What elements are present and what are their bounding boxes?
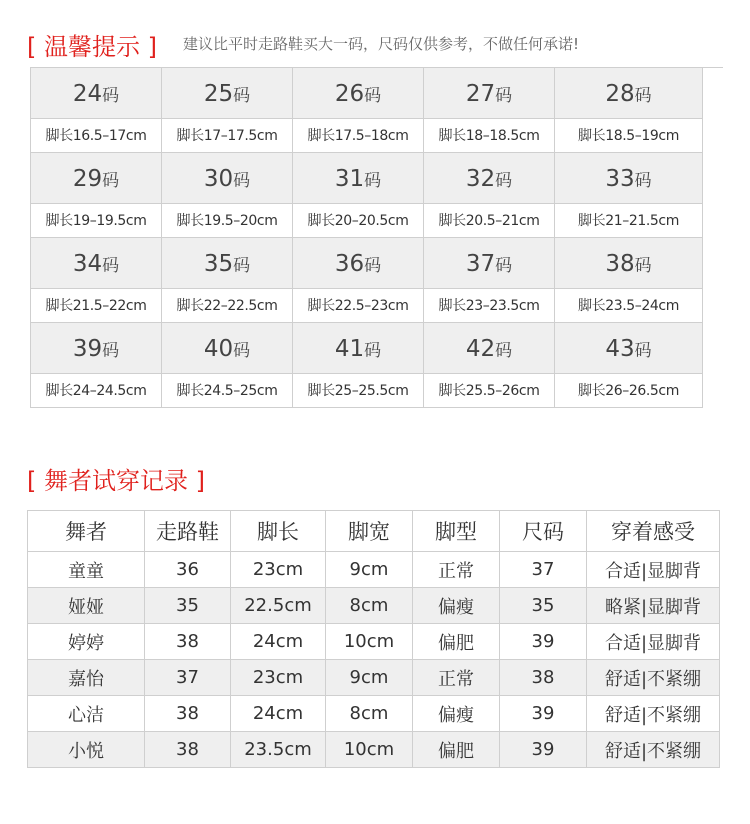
table-row (28, 624, 720, 660)
size-cell (555, 153, 703, 204)
table-cell: 8cm (326, 588, 413, 624)
size-cell (31, 238, 162, 289)
size-unit: 码 (495, 341, 513, 361)
size-row (31, 153, 723, 204)
table-cell: 24cm (231, 696, 326, 732)
foot-length-row (31, 204, 723, 238)
table-row (28, 552, 720, 588)
foot-length-value: 24.5–25cm (203, 383, 278, 399)
size-number: 38 (605, 251, 635, 277)
table-cell: 35 (500, 588, 587, 624)
foot-length-prefix: 脚长 (176, 298, 204, 314)
table-cell: 8cm (326, 696, 413, 732)
size-row (31, 68, 723, 119)
table-row (28, 696, 720, 732)
foot-length-prefix: 脚长 (176, 383, 204, 399)
foot-length-cell (31, 289, 162, 323)
size-unit: 码 (364, 341, 382, 361)
size-unit: 码 (364, 256, 382, 276)
foot-length-cell (162, 119, 293, 153)
table-cell: 37 (500, 552, 587, 588)
size-number: 31 (334, 166, 365, 192)
size-cell (424, 68, 555, 119)
foot-length-prefix: 脚长 (438, 128, 466, 144)
foot-length-prefix: 脚长 (176, 213, 204, 229)
size-number: 36 (334, 251, 365, 277)
foot-length-value: 16.5–17cm (72, 128, 147, 144)
size-unit: 码 (495, 86, 513, 106)
foot-length-cell (555, 204, 703, 238)
table-cell: 22.5cm (231, 588, 326, 624)
heading-bracket-close: ] (147, 33, 158, 61)
foot-length-cell (293, 289, 424, 323)
size-number: 33 (605, 166, 635, 192)
tip-heading (27, 27, 157, 62)
size-unit: 码 (634, 171, 652, 191)
heading-bracket-open: [ (27, 467, 37, 495)
size-number: 30 (203, 166, 234, 192)
table-header-row (28, 511, 720, 552)
size-number: 40 (203, 336, 234, 362)
table-cell: 23.5cm (231, 732, 326, 768)
size-number: 27 (465, 81, 496, 107)
size-unit: 码 (233, 86, 251, 106)
foot-length-value: 18.5–19cm (605, 128, 679, 144)
foot-length-prefix: 脚长 (307, 213, 335, 229)
foot-length-value: 18–18.5cm (465, 128, 540, 144)
size-cell (555, 68, 703, 119)
table-cell: 心洁 (28, 696, 145, 732)
foot-length-value: 17–17.5cm (203, 128, 278, 144)
foot-length-cell (555, 289, 703, 323)
size-cell (424, 323, 555, 374)
foot-length-row (31, 119, 723, 153)
size-number: 35 (203, 251, 234, 277)
size-cell (555, 238, 703, 289)
size-unit: 码 (233, 256, 251, 276)
size-cell (31, 153, 162, 204)
table-cell: 35 (145, 588, 231, 624)
table-cell: 38 (145, 732, 231, 768)
foot-length-cell (424, 289, 555, 323)
size-cell (424, 153, 555, 204)
foot-length-cell (162, 289, 293, 323)
size-unit: 码 (634, 86, 652, 106)
foot-length-value: 24–24.5cm (72, 383, 147, 399)
foot-length-value: 17.5–18cm (334, 128, 409, 144)
table-row (28, 660, 720, 696)
foot-length-cell (293, 374, 424, 408)
foot-length-value: 21–21.5cm (605, 213, 679, 229)
table-cell: 偏肥 (413, 624, 500, 660)
size-number: 32 (465, 166, 496, 192)
table-row (28, 732, 720, 768)
size-unit: 码 (634, 341, 652, 361)
heading-bracket-close: ] (195, 467, 206, 495)
table-cell: 23cm (231, 660, 326, 696)
foot-length-row (31, 374, 723, 408)
table-cell: 9cm (326, 660, 413, 696)
foot-length-prefix: 脚长 (307, 298, 335, 314)
size-unit: 码 (364, 171, 382, 191)
size-number: 41 (334, 336, 365, 362)
foot-length-value: 22–22.5cm (203, 298, 278, 314)
foot-length-value: 23.5–24cm (605, 298, 679, 314)
column-header: 走路鞋 (145, 511, 231, 552)
table-cell: 38 (500, 660, 587, 696)
foot-length-prefix: 脚长 (45, 298, 73, 314)
foot-length-value: 26–26.5cm (605, 383, 679, 399)
column-header: 脚长 (231, 511, 326, 552)
column-header: 尺码 (500, 511, 587, 552)
tip-heading-text: 温馨提示 (44, 33, 141, 61)
table-cell: 9cm (326, 552, 413, 588)
foot-length-prefix: 脚长 (307, 128, 335, 144)
table-cell: 10cm (326, 624, 413, 660)
foot-length-value: 22.5–23cm (334, 298, 409, 314)
table-cell: 舒适|不紧绷 (587, 696, 720, 732)
table-cell: 合适|显脚背 (587, 624, 720, 660)
column-header: 脚宽 (326, 511, 413, 552)
table-cell: 舒适|不紧绷 (587, 660, 720, 696)
size-cell (424, 238, 555, 289)
size-cell (293, 153, 424, 204)
size-unit: 码 (233, 171, 251, 191)
column-header: 脚型 (413, 511, 500, 552)
table-cell: 嘉怡 (28, 660, 145, 696)
size-row (31, 238, 723, 289)
size-number: 29 (72, 166, 103, 192)
size-number: 39 (72, 336, 103, 362)
size-unit: 码 (102, 86, 120, 106)
foot-length-cell (31, 204, 162, 238)
table-cell: 合适|显脚背 (587, 552, 720, 588)
size-cell (162, 153, 293, 204)
size-cell (293, 68, 424, 119)
table-cell: 正常 (413, 552, 500, 588)
foot-length-value: 20–20.5cm (334, 213, 409, 229)
table-cell: 舒适|不紧绷 (587, 732, 720, 768)
table-row (28, 588, 720, 624)
foot-length-cell (162, 374, 293, 408)
size-unit: 码 (634, 256, 652, 276)
size-unit: 码 (364, 86, 382, 106)
foot-length-prefix: 脚长 (438, 213, 466, 229)
foot-length-cell (555, 374, 703, 408)
size-cell (293, 323, 424, 374)
foot-length-cell (293, 119, 424, 153)
foot-length-value: 19–19.5cm (72, 213, 147, 229)
size-number: 43 (605, 336, 635, 362)
foot-length-cell (424, 374, 555, 408)
foot-length-value: 25.5–26cm (465, 383, 540, 399)
foot-length-row (31, 289, 723, 323)
size-number: 24 (72, 81, 103, 107)
table-cell: 小悦 (28, 732, 145, 768)
foot-length-cell (162, 204, 293, 238)
size-cell (31, 68, 162, 119)
size-number: 26 (334, 81, 365, 107)
table-cell: 39 (500, 624, 587, 660)
table-cell: 偏瘦 (413, 696, 500, 732)
foot-length-prefix: 脚长 (45, 128, 73, 144)
foot-length-prefix: 脚长 (578, 128, 606, 144)
size-number: 37 (465, 251, 496, 277)
table-cell: 37 (145, 660, 231, 696)
table-cell: 偏瘦 (413, 588, 500, 624)
column-header: 穿着感受 (587, 511, 720, 552)
foot-length-cell (31, 119, 162, 153)
table-cell: 23cm (231, 552, 326, 588)
size-unit: 码 (495, 171, 513, 191)
table-cell: 正常 (413, 660, 500, 696)
table-cell: 童童 (28, 552, 145, 588)
size-cell (555, 323, 703, 374)
size-unit: 码 (102, 256, 120, 276)
size-cell (162, 68, 293, 119)
size-unit: 码 (233, 341, 251, 361)
table-cell: 38 (145, 696, 231, 732)
size-unit: 码 (102, 341, 120, 361)
table-cell: 娅娅 (28, 588, 145, 624)
foot-length-cell (555, 119, 703, 153)
foot-length-prefix: 脚长 (176, 128, 204, 144)
foot-length-value: 25–25.5cm (334, 383, 409, 399)
foot-length-value: 19.5–20cm (203, 213, 278, 229)
size-number: 42 (465, 336, 496, 362)
size-cell (162, 238, 293, 289)
table-cell: 36 (145, 552, 231, 588)
trial-heading (27, 461, 205, 496)
heading-bracket-open: [ (27, 33, 37, 61)
foot-length-prefix: 脚长 (578, 383, 606, 399)
size-cell (162, 323, 293, 374)
foot-length-value: 20.5–21cm (465, 213, 540, 229)
foot-length-prefix: 脚长 (578, 298, 606, 314)
tip-note: 建议比平时走路鞋买大一码，尺码仅供参考，不做任何承诺! (183, 35, 580, 53)
foot-length-prefix: 脚长 (45, 213, 73, 229)
trial-table (27, 510, 720, 768)
foot-length-prefix: 脚长 (307, 383, 335, 399)
foot-length-value: 21.5–22cm (72, 298, 147, 314)
foot-length-cell (424, 119, 555, 153)
foot-length-cell (293, 204, 424, 238)
column-header: 舞者 (28, 511, 145, 552)
table-cell: 偏肥 (413, 732, 500, 768)
foot-length-prefix: 脚长 (45, 383, 73, 399)
table-cell: 略紧|显脚背 (587, 588, 720, 624)
size-chart (30, 67, 723, 408)
foot-length-cell (424, 204, 555, 238)
table-cell: 24cm (231, 624, 326, 660)
foot-length-prefix: 脚长 (438, 298, 466, 314)
foot-length-cell (31, 374, 162, 408)
size-cell (31, 323, 162, 374)
size-number: 25 (203, 81, 234, 107)
size-row (31, 323, 723, 374)
table-cell: 38 (145, 624, 231, 660)
table-cell: 10cm (326, 732, 413, 768)
size-number: 34 (72, 251, 103, 277)
size-cell (293, 238, 424, 289)
table-cell: 39 (500, 696, 587, 732)
size-unit: 码 (102, 171, 120, 191)
foot-length-prefix: 脚长 (438, 383, 466, 399)
foot-length-value: 23–23.5cm (465, 298, 540, 314)
size-unit: 码 (495, 256, 513, 276)
table-cell: 39 (500, 732, 587, 768)
table-cell: 婷婷 (28, 624, 145, 660)
foot-length-prefix: 脚长 (578, 213, 606, 229)
trial-heading-text: 舞者试穿记录 (44, 467, 189, 495)
size-number: 28 (605, 81, 635, 107)
